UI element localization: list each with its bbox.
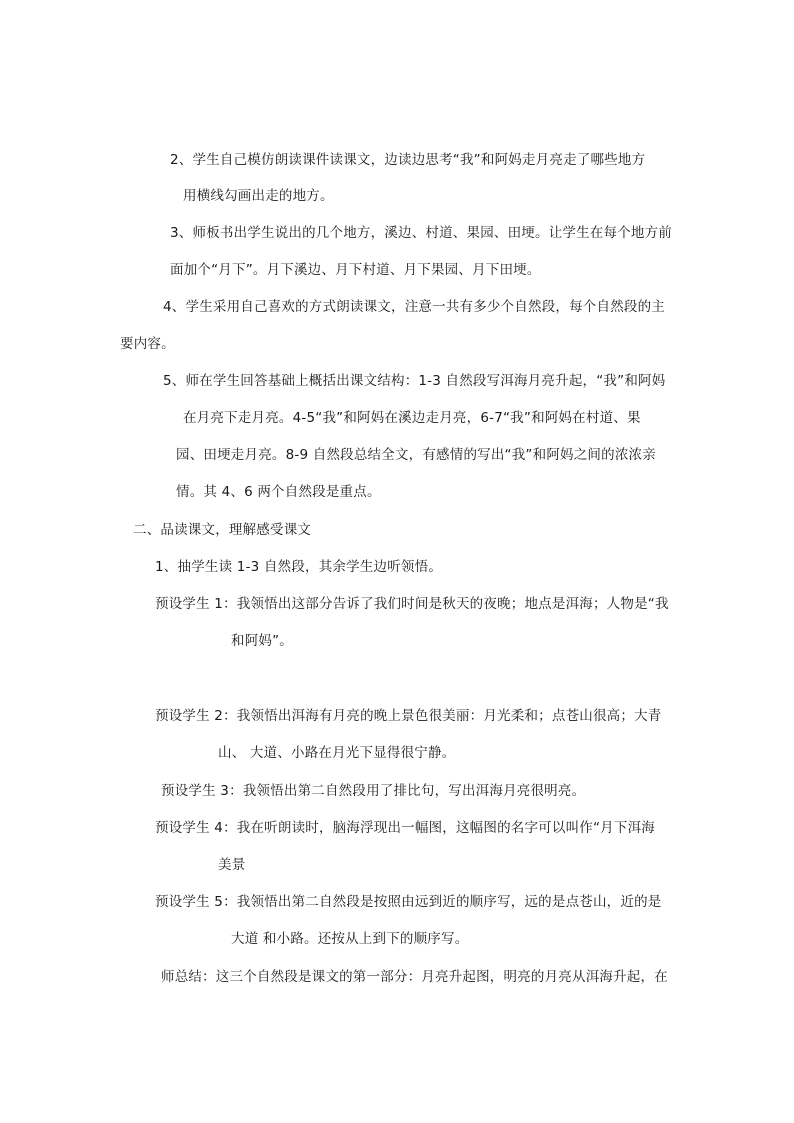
paragraph-line: 5、师在学生回答基础上概括出课文结构：1-3 自然段写洱海月亮升起，“我”和阿妈 bbox=[163, 373, 666, 389]
paragraph-line: 2、学生自己模仿朗读课件读课文，边读边思考“我”和阿妈走月亮走了哪些地方 bbox=[170, 152, 646, 168]
paragraph-line: 预设学生 4：我在听朗读时，脑海浮现出一幅图，这幅图的名字可以叫作“月下洱海 bbox=[155, 820, 655, 836]
paragraph-line: 预设学生 1：我领悟出这部分告诉了我们时间是秋天的夜晚；地点是洱海；人物是“我 bbox=[155, 596, 669, 612]
paragraph-line: 预设学生 3：我领悟出第二自然段用了排比句，写出洱海月亮很明亮。 bbox=[161, 783, 586, 799]
paragraph-line: 4、学生采用自己喜欢的方式朗读课文，注意一共有多少个自然段，每个自然段的主 bbox=[163, 299, 665, 315]
paragraph-line: 用横线勾画出走的地方。 bbox=[183, 188, 334, 204]
paragraph-line: 师总结：这三个自然段是课文的第一部分：月亮升起图，明亮的月亮从洱海升起，在 bbox=[161, 969, 668, 985]
paragraph-line: 要内容。 bbox=[120, 336, 175, 352]
paragraph-line: 山、 大道、小路在月光下显得很宁静。 bbox=[218, 745, 456, 761]
paragraph-line: 在月亮下走月亮。4-5“我”和阿妈在溪边走月亮，6-7“我”和阿妈在村道、果 bbox=[183, 410, 641, 426]
paragraph-line: 3、师板书出学生说出的几个地方，溪边、村道、果园、田埂。让学生在每个地方前 bbox=[170, 225, 672, 241]
paragraph-line: 美景 bbox=[218, 857, 246, 873]
paragraph-line: 1、抽学生读 1-3 自然段，其余学生边听领悟。 bbox=[155, 559, 443, 575]
paragraph-line: 园、田埂走月亮。8-9 自然段总结全文，有感情的写出“我”和阿妈之间的浓浓亲 bbox=[176, 447, 656, 463]
paragraph-line: 情。其 4、6 两个自然段是重点。 bbox=[176, 484, 381, 500]
paragraph-line: 面加个“月下”。月下溪边、月下村道、月下果园、月下田埂。 bbox=[170, 262, 541, 278]
paragraph-line: 预设学生 2：我领悟出洱海有月亮的晚上景色很美丽：月光柔和；点苍山很高；大青 bbox=[155, 708, 662, 724]
paragraph-line: 大道 和小路。还按从上到下的顺序写。 bbox=[231, 931, 469, 947]
section-heading: 二、品读课文，理解感受课文 bbox=[133, 522, 312, 538]
paragraph-line: 和阿妈”。 bbox=[231, 633, 293, 649]
paragraph-line: 预设学生 5：我领悟出第二自然段是按照由远到近的顺序写，远的是点苍山，近的是 bbox=[155, 894, 662, 910]
